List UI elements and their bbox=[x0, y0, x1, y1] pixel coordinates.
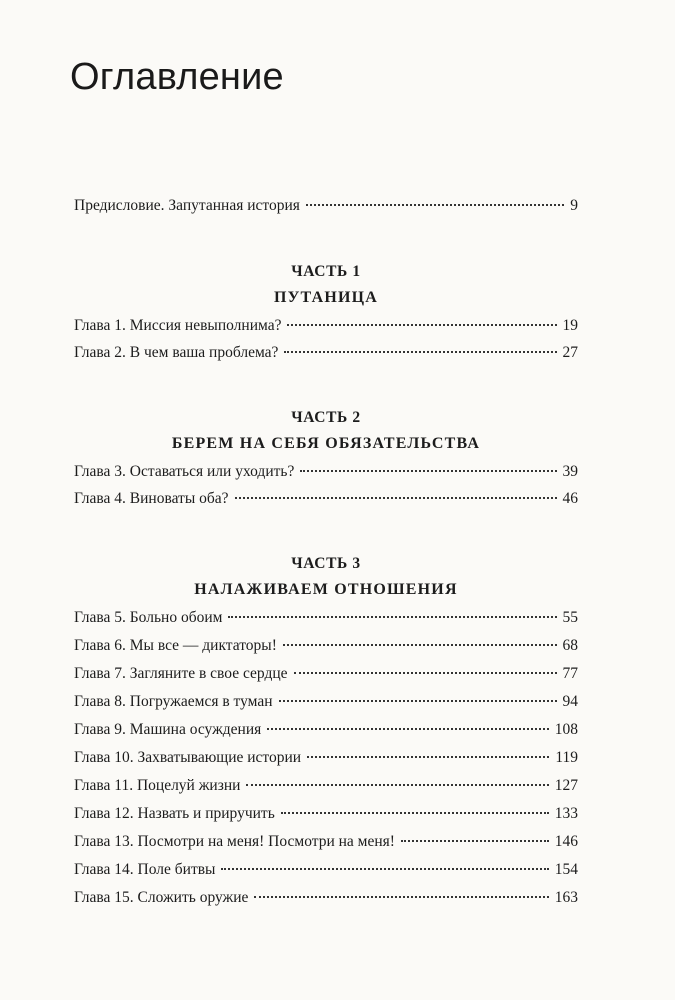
part-2-number: ЧАСТЬ 2 bbox=[291, 409, 361, 426]
toc-entry-page: 77 bbox=[562, 665, 578, 682]
dot-leader bbox=[281, 812, 549, 814]
toc-entry-chapter-1[interactable] bbox=[74, 316, 578, 336]
toc-entry-chapter-15[interactable] bbox=[74, 888, 578, 908]
toc-entry-page: 127 bbox=[554, 777, 578, 794]
toc-entry-chapter-4[interactable] bbox=[74, 489, 578, 509]
part-3-number: ЧАСТЬ 3 bbox=[291, 555, 361, 572]
toc-entry-label: Глава 4. Виноваты оба? bbox=[74, 490, 229, 507]
part-1-number: ЧАСТЬ 1 bbox=[291, 263, 361, 280]
toc-entry-label: Глава 3. Оставаться или уходить? bbox=[74, 463, 295, 480]
toc-entry-chapter-12[interactable] bbox=[74, 804, 578, 824]
dot-leader bbox=[221, 868, 548, 870]
toc-entry-page: 146 bbox=[554, 833, 578, 850]
toc-entry-label: Глава 12. Назвать и приручить bbox=[74, 805, 275, 822]
toc-entry-chapter-10[interactable] bbox=[74, 748, 578, 768]
part-1-name: ПУТАНИЦА bbox=[273, 289, 379, 306]
toc-entry-page: 19 bbox=[562, 317, 578, 334]
dot-leader bbox=[246, 784, 548, 786]
toc-entry-chapter-6[interactable] bbox=[74, 636, 578, 656]
toc-entry-label: Глава 1. Миссия невыполнима? bbox=[74, 317, 282, 334]
toc-entry-label: Глава 15. Сложить оружие bbox=[74, 889, 249, 906]
dot-leader bbox=[307, 756, 549, 758]
toc-entry-page: 46 bbox=[562, 490, 578, 507]
dot-leader bbox=[287, 324, 556, 326]
toc-entry-chapter-11[interactable] bbox=[74, 776, 578, 796]
toc-entry-page: 163 bbox=[554, 889, 578, 906]
toc-entry-page: 154 bbox=[554, 861, 578, 878]
toc-entry-page: 108 bbox=[554, 721, 578, 738]
toc-entry-page: 9 bbox=[570, 197, 578, 214]
toc-entry-label: Глава 2. В чем ваша проблема? bbox=[74, 344, 279, 361]
toc-entry-chapter-2[interactable] bbox=[74, 343, 578, 363]
toc-entry-page: 27 bbox=[562, 344, 578, 361]
toc-entry-label: Глава 13. Посмотри на меня! Посмотри на меня! bbox=[74, 833, 395, 850]
toc-entry-label: Глава 7. Загляните в свое сердце bbox=[74, 665, 288, 682]
toc-entry-label: Глава 9. Машина осуждения bbox=[74, 721, 262, 738]
toc-entry-label: Глава 10. Захватывающие истории bbox=[74, 749, 302, 766]
dot-leader bbox=[235, 497, 557, 499]
toc-entry-chapter-14[interactable] bbox=[74, 860, 578, 880]
dot-leader bbox=[279, 700, 557, 702]
toc-entry-page: 55 bbox=[562, 609, 578, 626]
toc-entry-chapter-9[interactable] bbox=[74, 720, 578, 740]
part-2-name: БЕРЕМ НА СЕБЯ ОБЯЗАТЕЛЬСТВА bbox=[171, 435, 481, 452]
toc-entry-page: 94 bbox=[562, 693, 578, 710]
toc-entry-preface[interactable] bbox=[74, 196, 578, 216]
toc-entry-page: 133 bbox=[554, 805, 578, 822]
toc-entry-chapter-5[interactable] bbox=[74, 608, 578, 628]
dot-leader bbox=[254, 896, 548, 898]
toc-entry-chapter-8[interactable] bbox=[74, 692, 578, 712]
toc-entry-page: 39 bbox=[562, 463, 578, 480]
dot-leader bbox=[228, 616, 556, 618]
dot-leader bbox=[401, 840, 549, 842]
toc-entry-label: Глава 8. Погружаемся в туман bbox=[74, 693, 273, 710]
toc-entry-chapter-13[interactable] bbox=[74, 832, 578, 852]
toc-entry-label: Глава 14. Поле битвы bbox=[74, 861, 216, 878]
toc-entry-chapter-7[interactable] bbox=[74, 664, 578, 684]
dot-leader bbox=[283, 644, 557, 646]
toc-entry-chapter-3[interactable] bbox=[74, 462, 578, 482]
dot-leader bbox=[306, 204, 564, 206]
toc-entry-label: Глава 11. Поцелуй жизни bbox=[74, 777, 241, 794]
part-3-name: НАЛАЖИВАЕМ ОТНОШЕНИЯ bbox=[194, 581, 458, 598]
toc-entry-label: Глава 5. Больно обоим bbox=[74, 609, 223, 626]
dot-leader bbox=[267, 728, 548, 730]
dot-leader bbox=[294, 672, 557, 674]
dot-leader bbox=[284, 351, 556, 353]
toc-entry-page: 68 bbox=[562, 637, 578, 654]
toc-entry-label: Глава 6. Мы все — диктаторы! bbox=[74, 637, 277, 654]
dot-leader bbox=[300, 470, 556, 472]
page-title: Оглавление bbox=[70, 56, 284, 98]
toc-entry-page: 119 bbox=[555, 749, 578, 766]
toc-entry-label: Предисловие. Запутанная история bbox=[74, 197, 300, 214]
